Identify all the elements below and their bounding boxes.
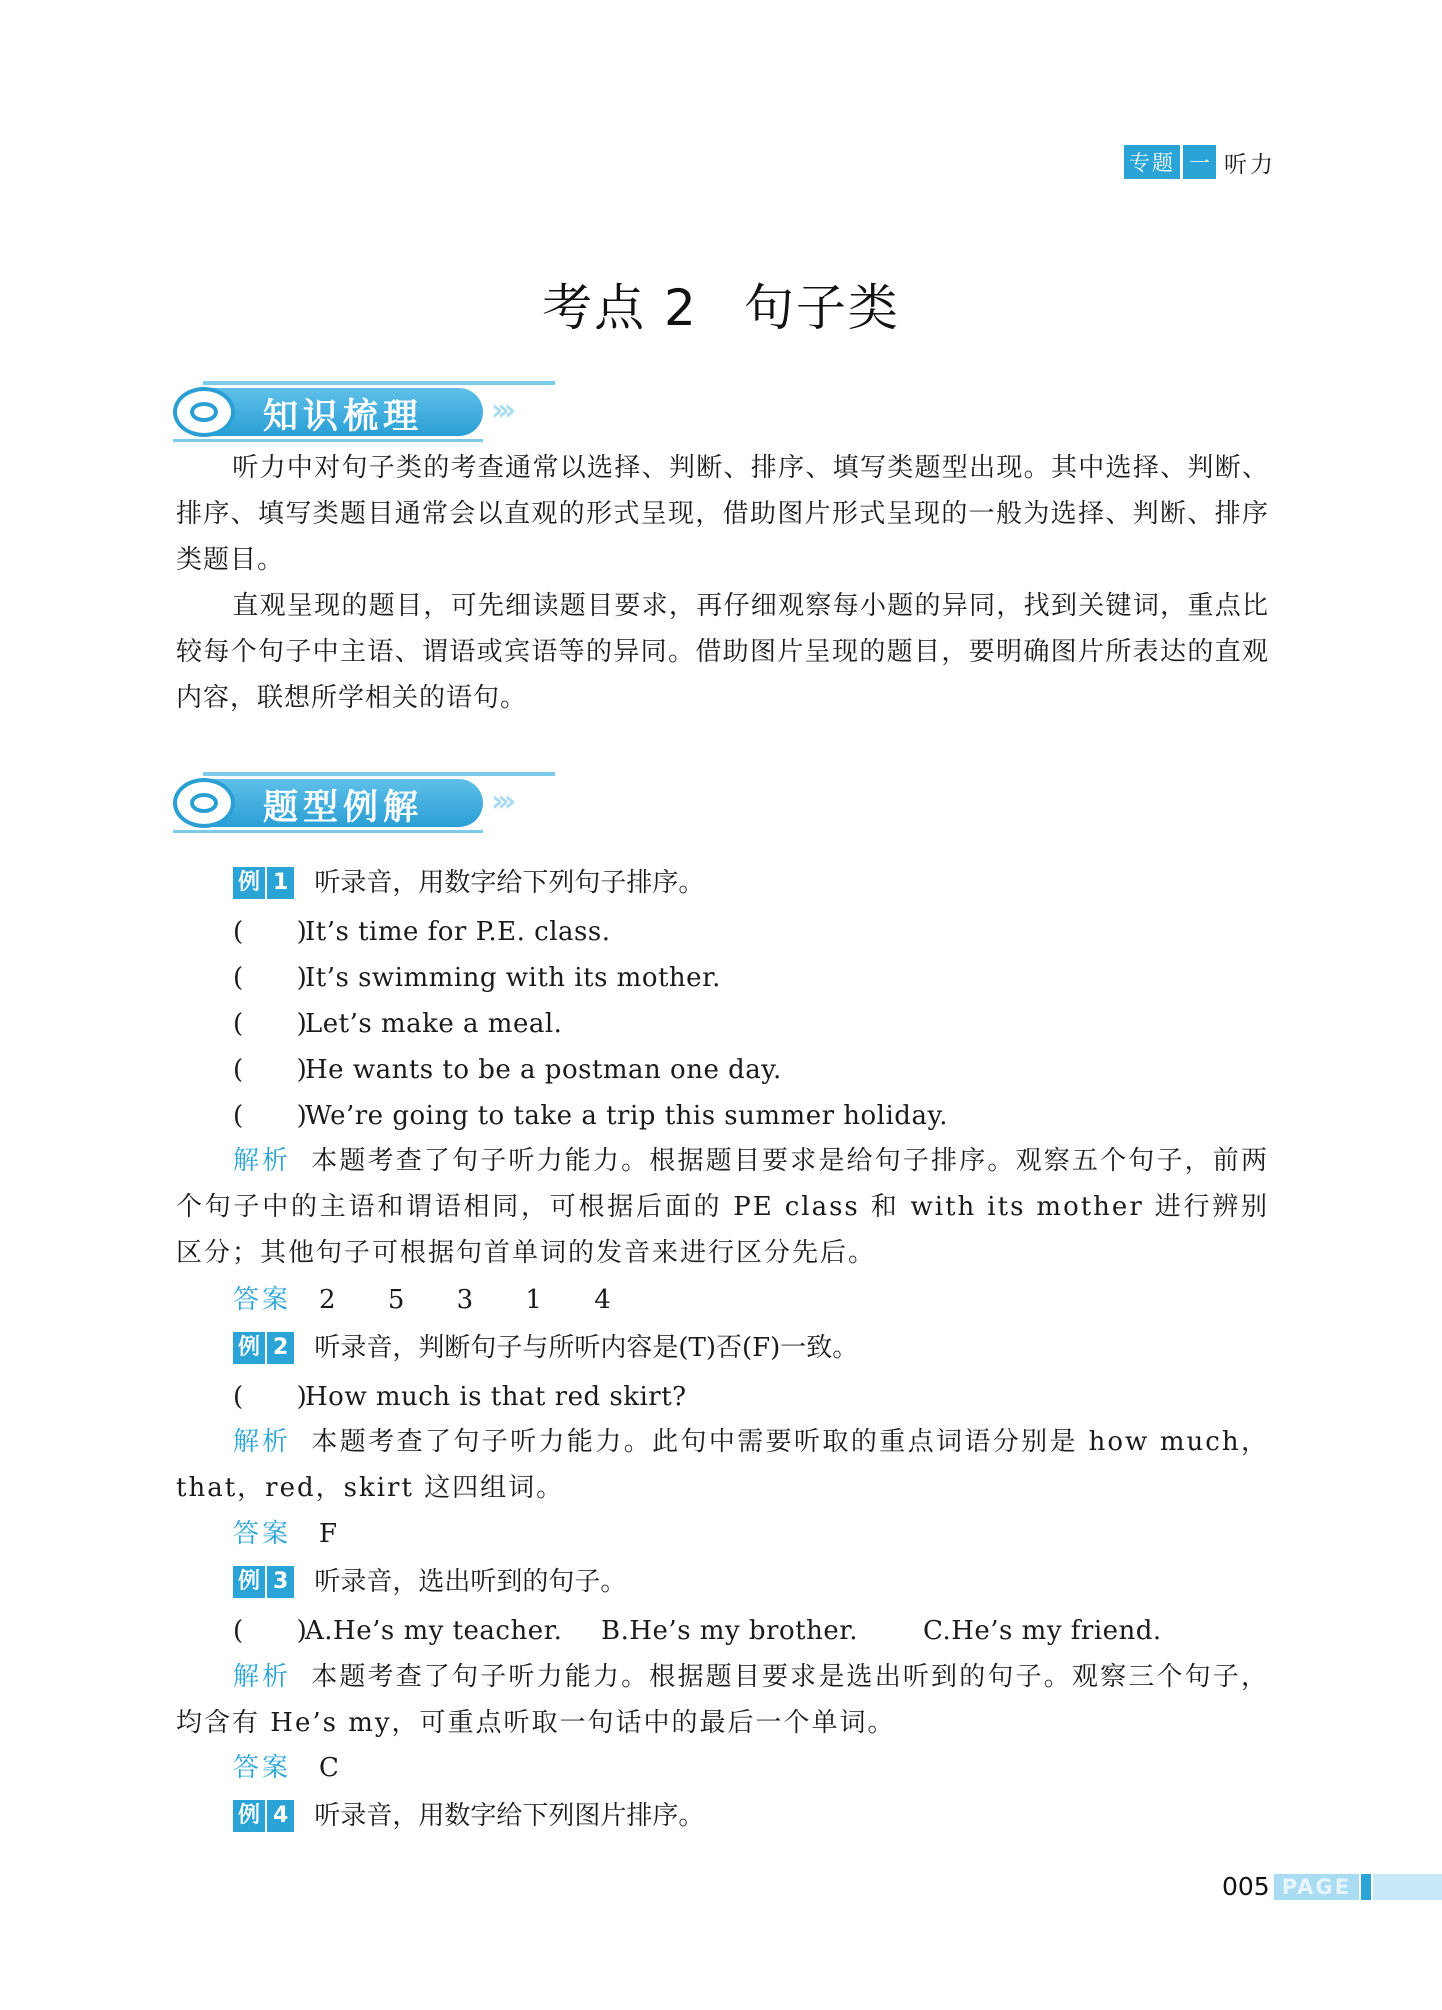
- knowledge-banner-label: 知识梳理: [263, 397, 424, 437]
- header-topic-badge: 专题: [1124, 145, 1180, 179]
- knowledge-paragraph-1: 听力中对句子类的考查通常以选择、判断、排序、填写类题型出现。其中选择、判断、排序、填写类题目通常会以直观的形式呈现，借助图片形式呈现的一般为选择、判断、排序类题目。: [176, 453, 1269, 575]
- example-1-item: ( )Let’s make a meal.: [233, 1009, 563, 1039]
- page-number-value: 005: [1222, 1872, 1270, 1901]
- example-1-item: ( )We’re going to take a trip this summer holiday.: [233, 1101, 948, 1131]
- example-3-analysis: 解析 本题考查了句子听力能力。根据题目要求是选出听到的句子。观察三个句子，均含有 He’s my，可重点听取一句话中的最后一个单词。: [176, 1662, 1269, 1738]
- example-4-instruction: 例 4 听录音，用数字给下列图片排序。: [233, 1796, 704, 1836]
- option-b: B.He’s my brother.: [601, 1616, 859, 1646]
- example-badge: 例 2: [233, 1332, 294, 1364]
- examples-banner: [173, 772, 555, 834]
- option-a: A.He’s my teacher.: [305, 1616, 563, 1646]
- example-2-item: ( )How much is that red skirt?: [233, 1382, 687, 1412]
- disc-icon: [173, 387, 235, 437]
- example-badge: 例 1: [233, 867, 294, 899]
- arrows-icon: ›››: [491, 393, 511, 428]
- page-number: [1222, 1872, 1442, 1901]
- section-header: [1124, 145, 1276, 179]
- example-1-analysis: 解析 本题考查了句子听力能力。根据题目要求是给句子排序。观察五个句子，前两个句子中的主语和谓语相同，可根据后面的 PE class 和 with its mother 进行辨别区分；其他句子可根据句首单词的发音来进行区分先后。: [176, 1146, 1269, 1268]
- example-3-instruction: 例 3 听录音，选出听到的句子。: [233, 1562, 626, 1602]
- example-2-instruction: 例 2 听录音，判断句子与所听内容是(T)否(F)一致。: [233, 1328, 858, 1368]
- example-3-options: ( )A.He’s my teacher. B.He’s my brother. C.He’s my friend.: [233, 1611, 1162, 1651]
- example-1-instruction: 例 1 听录音，用数字给下列句子排序。: [233, 863, 704, 903]
- page-title: [0, 268, 1442, 340]
- header-topic-title: 听力: [1224, 151, 1276, 178]
- knowledge-banner: [173, 381, 555, 443]
- disc-icon: [173, 778, 235, 828]
- example-1-item: ( )It’s swimming with its mother.: [233, 963, 721, 993]
- example-3-answer: 答案 C: [233, 1753, 361, 1783]
- example-badge: 例 4: [233, 1800, 294, 1832]
- page-title-right: 句子类: [743, 279, 900, 337]
- example-1-item: ( )He wants to be a postman one day.: [233, 1055, 782, 1085]
- page-label: PAGE: [1274, 1874, 1359, 1900]
- example-1-answer: 答案 2 5 3 1 4: [233, 1285, 633, 1315]
- example-badge: 例 3: [233, 1566, 294, 1598]
- option-c: C.He’s my friend.: [923, 1616, 1162, 1646]
- example-1-item: ( )It’s time for P.E. class.: [233, 917, 611, 947]
- header-topic-number: 一: [1183, 145, 1216, 179]
- knowledge-paragraph-2: 直观呈现的题目，可先细读题目要求，再仔细观察每小题的异同，找到关键词，重点比较每个句子中主语、谓语或宾语等的异同。借助图片呈现的题目，要明确图片所表达的直观内容，联想所学相关的语句。: [176, 591, 1269, 713]
- page-title-left: 考点 2: [542, 279, 698, 337]
- arrows-icon: ›››: [491, 784, 511, 819]
- example-2-answer: 答案 F: [233, 1519, 360, 1549]
- example-2-analysis: 解析 本题考查了句子听力能力。此句中需要听取的重点词语分别是 how much，that，red，skirt 这四组词。: [176, 1427, 1269, 1503]
- examples-banner-label: 题型例解: [263, 788, 424, 828]
